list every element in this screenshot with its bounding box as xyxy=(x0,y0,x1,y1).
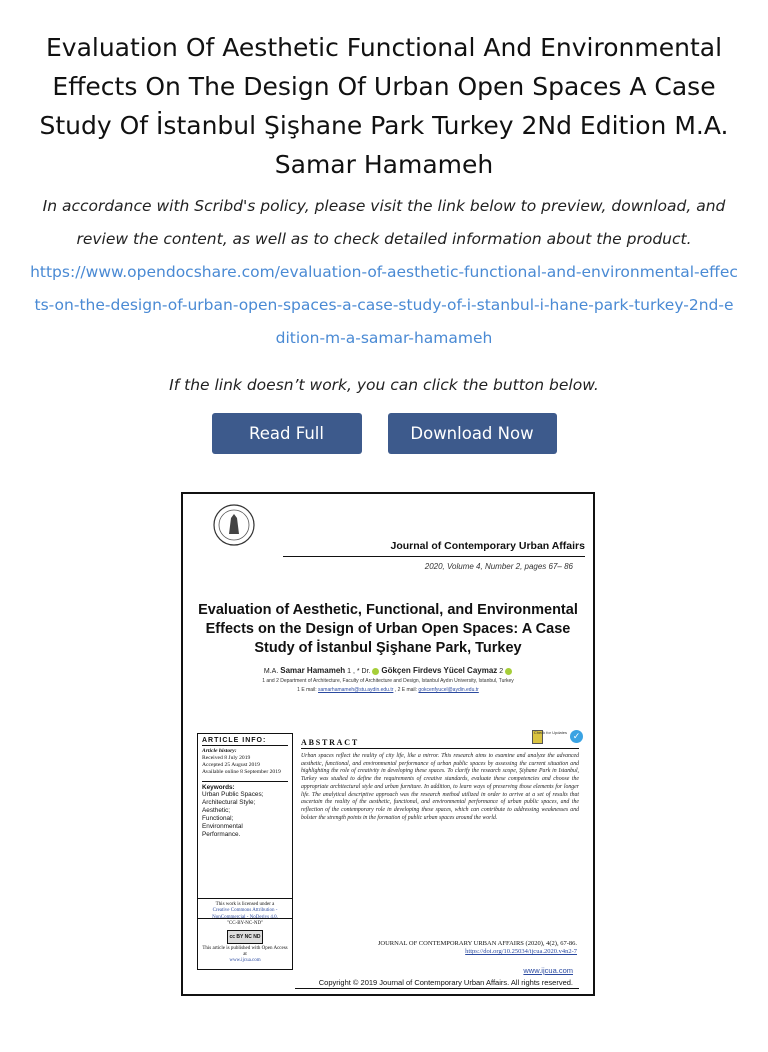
keyword: Performance. xyxy=(202,831,241,838)
keyword: Aesthetic; xyxy=(202,807,231,814)
keyword: Functional; xyxy=(202,815,234,822)
orcid-icon[interactable] xyxy=(372,668,379,675)
author-1-marks: 1 , * Dr. xyxy=(347,668,371,675)
license-code: "CC-BY-NC-ND" xyxy=(226,921,264,927)
citation-block xyxy=(378,940,577,956)
keyword: Architectural Style; xyxy=(202,799,256,806)
orcid-icon[interactable] xyxy=(505,668,512,675)
fallback-note: If the link doesn’t work, you can click the button below. xyxy=(169,376,599,394)
paper-title: Evaluation of Aesthetic, Functional, and Environmental Effects on the Design of Urban Open Spaces: A Case Study of İstanbul Şişhane Park, Turkey xyxy=(198,602,578,656)
cc-license-badge: cc BY NC ND xyxy=(227,930,263,944)
check-updates-label: Check for Updates xyxy=(533,730,567,735)
email-label-1: 1 E mail: xyxy=(297,687,317,693)
action-buttons xyxy=(0,413,768,454)
history-label: Article history: xyxy=(202,748,237,754)
open-access-text: This article is published with Open Access at xyxy=(202,945,288,958)
authors-line xyxy=(183,666,593,675)
citation-text: JOURNAL OF CONTEMPORARY URBAN AFFAIRS (2020), 4(2), 67-86. xyxy=(377,940,577,947)
license-text: This work is licensed under a xyxy=(215,902,275,907)
product-link[interactable]: https://www.opendocshare.com/evaluation-of-aesthetic-functional-and-environmental-effects-on-the-design-of-urban-open-spaces-a-case-study-of-i-stanbul-i-hane-park-turkey-2nd-edition-m-a-samar-hamameh xyxy=(30,263,738,347)
accepted-date: Accepted 25 August 2019 xyxy=(202,762,260,768)
author-2: Gökçen Firdevs Yücel Caymaz xyxy=(381,666,498,675)
keyword: Urban Public Spaces; xyxy=(202,791,264,798)
author-prefix: M.A. xyxy=(263,668,279,675)
emails-line xyxy=(183,687,593,693)
checkmark-icon: ✓ xyxy=(570,730,583,743)
abstract-text: Urban spaces reflect the reality of city life, like a mirror. This research aims to examine and analyze the advanced aesthetic, functional, and environmental performance of urban public spaces by assessing the current situation and highlighting the role of creativity in developing these spaces. To clarify the research scope, Şişhane Park in Istanbul, Turkey was studied to define the requirements of creative standards, evaluate these competencies and choose the appropriate architectural style and urban furniture. In addition, to learn ways of preserving those elements for longer life. The analytical descriptive approach was the research method utilized in order to arrive at a set of results that ascertain the reality of the aesthetic, functional, and environmental performance of urban public spaces, and the reflection of the contemporary role in developing these spaces, which can contribute to addressing weaknesses and bolster the strength points in the formation of public urban spaces around the world. xyxy=(301,753,579,821)
journal-name: Journal of Contemporary Urban Affairs xyxy=(390,540,585,552)
email-link-2[interactable]: gokcenfyucel@aydin.edu.tr xyxy=(418,687,479,693)
journal-site-link[interactable]: www.ijcua.com xyxy=(523,966,573,975)
license-link[interactable]: Creative Commons Attribution - NonCommercial - NoDerivs 4.0. xyxy=(212,908,278,920)
article-info-heading: ARTICLE INFO: xyxy=(202,737,288,746)
license-site-link[interactable]: www.ijcua.com xyxy=(229,958,261,964)
received-date: Received 8 July 2019 xyxy=(202,755,251,761)
author-1: Samar Hamameh xyxy=(280,666,346,675)
email-label-2: , 2 E mail: xyxy=(394,687,418,693)
abstract-heading: ABSTRACT xyxy=(301,738,359,747)
doi-link[interactable]: https://doi.org/10.25034/ijcua.2020.v4n2-7 xyxy=(465,948,577,955)
license-box xyxy=(197,898,293,970)
abstract-divider xyxy=(301,748,579,749)
page-title: Evaluation Of Aesthetic Functional And Environmental Effects On The Design Of Urban Open Spaces A Case Study Of İstanbul Şişhane Park Turkey 2Nd Edition M.A. Samar Hamameh xyxy=(39,33,729,179)
volume-info: 2020, Volume 4, Number 2, pages 67– 86 xyxy=(424,562,573,571)
article-info-box xyxy=(197,733,293,919)
copyright-notice: Copyright © 2019 Journal of Contemporary Urban Affairs. All rights reserved. xyxy=(318,978,573,987)
footer-divider xyxy=(295,988,579,989)
author-2-marks: 2 xyxy=(499,668,504,675)
read-full-button[interactable]: Read Full xyxy=(212,413,362,454)
download-now-button[interactable]: Download Now xyxy=(388,413,557,454)
document-preview[interactable] xyxy=(181,492,595,996)
journal-seal-icon xyxy=(213,504,255,546)
available-date: Available online 8 September 2019 xyxy=(202,769,281,775)
email-link-1[interactable]: samarhamameh@stu.aydin.edu.tr xyxy=(318,687,394,693)
policy-notice: In accordance with Scribd's policy, please visit the link below to preview, download, and review the content, as well as to check detailed information about the product. xyxy=(42,197,726,248)
affiliation: 1 and 2 Department of Architecture, Faculty of Architecture and Design, Istanbul Aydın University, Istanbul, Turkey xyxy=(262,678,514,684)
keywords-label: Keywords: xyxy=(202,781,288,791)
keyword: Environmental xyxy=(202,823,243,830)
header-divider xyxy=(283,556,585,557)
